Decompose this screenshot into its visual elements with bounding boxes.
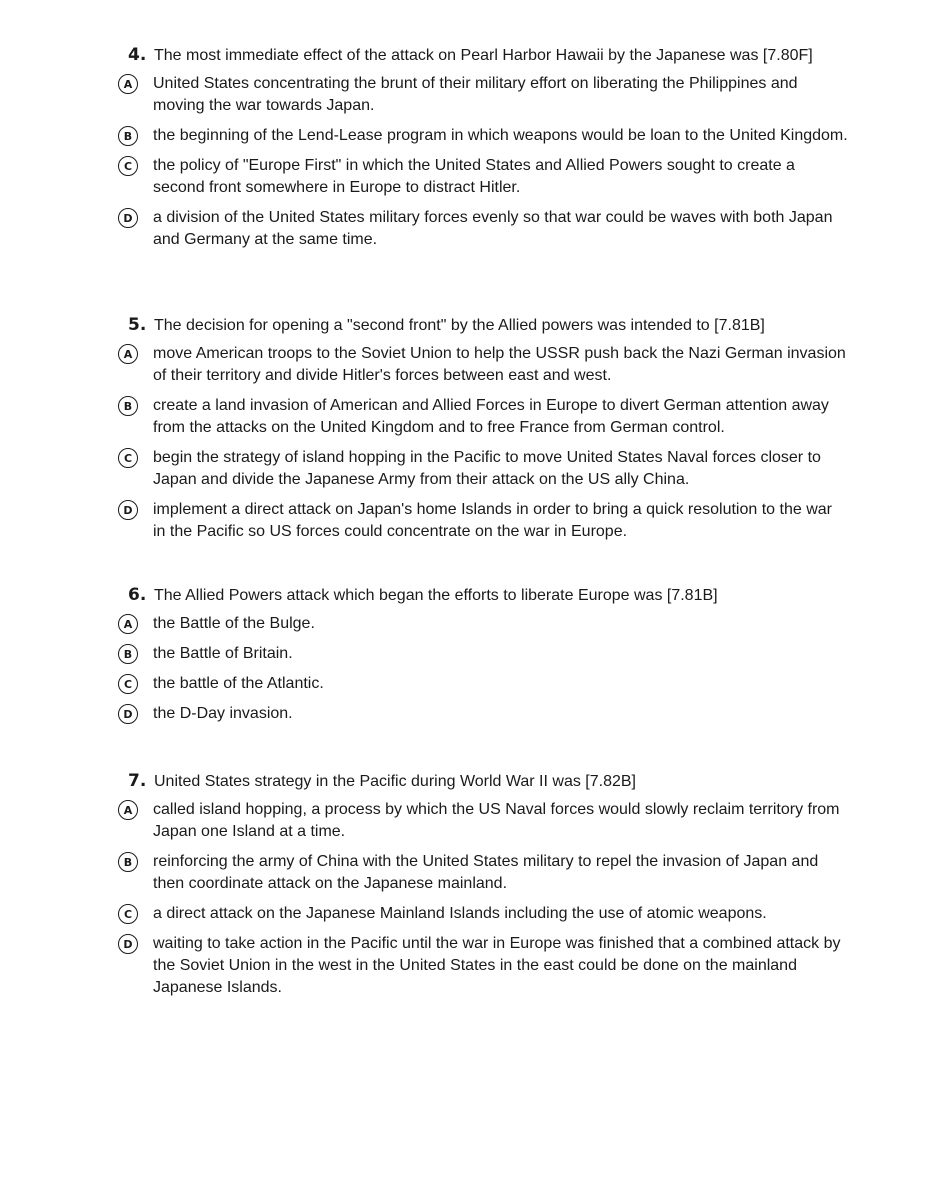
answer-bubble[interactable]: B	[118, 126, 138, 146]
question-text: The most immediate effect of the attack on Pearl Harbor Hawaii by the Japanese was [7.80F]	[154, 47, 813, 64]
answer-text: begin the strategy of island hopping in the Pacific to move United States Naval forces closer to Japan and divide the Japanese Army from their attack on the US ally China.	[153, 449, 821, 488]
question-number: 6.	[128, 585, 147, 605]
question-stem	[118, 584, 848, 607]
answer-text: a division of the United States military forces evenly so that war could be waves with both Japan and Germany at the same time.	[153, 209, 833, 248]
question-4	[118, 44, 848, 259]
answer-choice-b[interactable]	[118, 643, 848, 665]
answer-bubble[interactable]: C	[118, 448, 138, 468]
question-7	[118, 770, 848, 1007]
answer-bubble[interactable]: A	[118, 800, 138, 820]
question-stem	[118, 44, 848, 67]
answer-choice-c[interactable]	[118, 447, 848, 491]
answer-text: the battle of the Atlantic.	[153, 675, 324, 692]
answer-choice-d[interactable]	[118, 703, 848, 725]
answer-bubble[interactable]: C	[118, 156, 138, 176]
answer-text: the policy of "Europe First" in which the United States and Allied Powers sought to create a second front somewhere in Europe to distract Hitler.	[153, 157, 795, 196]
answer-choice-b[interactable]	[118, 395, 848, 439]
answer-choice-c[interactable]	[118, 903, 848, 925]
answer-text: a direct attack on the Japanese Mainland Islands including the use of atomic weapons.	[153, 905, 767, 922]
answer-choice-b[interactable]	[118, 125, 848, 147]
answer-text: the Battle of Britain.	[153, 645, 293, 662]
answer-choice-a[interactable]	[118, 73, 848, 117]
answer-text: the Battle of the Bulge.	[153, 615, 315, 632]
answer-text: implement a direct attack on Japan's home Islands in order to bring a quick resolution to the war in the Pacific so US forces could concentrate on the war in Europe.	[153, 501, 832, 540]
answer-choice-c[interactable]	[118, 155, 848, 199]
answer-choice-d[interactable]	[118, 499, 848, 543]
answer-choice-a[interactable]	[118, 343, 848, 387]
answer-bubble[interactable]: B	[118, 852, 138, 872]
answer-choice-a[interactable]	[118, 613, 848, 635]
answer-bubble[interactable]: A	[118, 74, 138, 94]
answer-bubble[interactable]: D	[118, 934, 138, 954]
question-stem	[118, 770, 848, 793]
question-stem	[118, 314, 848, 337]
answer-choice-a[interactable]	[118, 799, 848, 843]
answer-bubble[interactable]: D	[118, 500, 138, 520]
answer-bubble[interactable]: C	[118, 674, 138, 694]
answer-text: the beginning of the Lend-Lease program in which weapons would be loan to the United Kingdom.	[153, 127, 848, 144]
question-number: 7.	[128, 771, 147, 791]
question-number: 5.	[128, 315, 147, 335]
answer-bubble[interactable]: D	[118, 704, 138, 724]
answer-text: United States concentrating the brunt of their military effort on liberating the Philippines and moving the war towards Japan.	[153, 75, 798, 114]
answer-text: called island hopping, a process by which the US Naval forces would slowly reclaim territory from Japan one Island at a time.	[153, 801, 840, 840]
answer-choice-d[interactable]	[118, 207, 848, 251]
question-6	[118, 584, 848, 733]
answer-text: reinforcing the army of China with the United States military to repel the invasion of Japan and then coordinate attack on the Japanese mainland.	[153, 853, 819, 892]
question-text: United States strategy in the Pacific during World War II was [7.82B]	[154, 773, 636, 790]
answer-bubble[interactable]: D	[118, 208, 138, 228]
answer-bubble[interactable]: B	[118, 644, 138, 664]
answer-bubble[interactable]: A	[118, 614, 138, 634]
answer-text: waiting to take action in the Pacific until the war in Europe was finished that a combined attack by the Soviet Union in the west in the United States in the east could be done on the mainland Japanese Islands.	[153, 935, 841, 996]
answer-text: move American troops to the Soviet Union to help the USSR push back the Nazi German invasion of their territory and divide Hitler's forces between east and west.	[153, 345, 846, 384]
question-number: 4.	[128, 45, 147, 65]
answer-choice-c[interactable]	[118, 673, 848, 695]
answer-bubble[interactable]: C	[118, 904, 138, 924]
answer-choice-d[interactable]	[118, 933, 848, 999]
answer-text: create a land invasion of American and Allied Forces in Europe to divert German attention away from the attacks on the United Kingdom and to free France from German control.	[153, 397, 829, 436]
answer-bubble[interactable]: B	[118, 396, 138, 416]
question-5	[118, 314, 848, 551]
answer-text: the D-Day invasion.	[153, 705, 293, 722]
question-text: The decision for opening a "second front" by the Allied powers was intended to [7.81B]	[154, 317, 765, 334]
answer-bubble[interactable]: A	[118, 344, 138, 364]
answer-choice-b[interactable]	[118, 851, 848, 895]
question-text: The Allied Powers attack which began the efforts to liberate Europe was [7.81B]	[154, 587, 718, 604]
